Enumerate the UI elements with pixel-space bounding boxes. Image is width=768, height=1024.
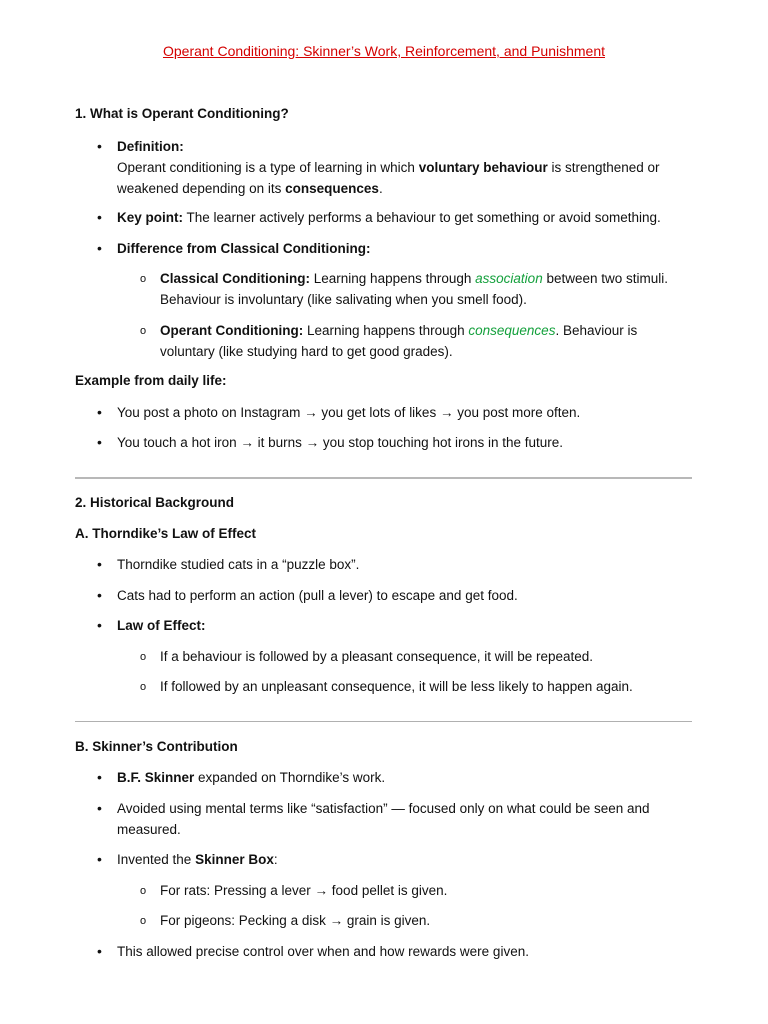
cats-action-text: Cats had to perform an action (pull a lever) to escape and get food.: [117, 588, 518, 603]
classical-text-cont: between two stimuli.: [542, 271, 669, 286]
definition-bold-2: consequences: [285, 181, 379, 196]
subsection-divider: [75, 721, 692, 722]
bullet-glyph: •: [97, 556, 102, 572]
unpleasant-text: If followed by an unpleasant consequence, it will be less likely to happen again.: [160, 679, 633, 694]
definition-bold: voluntary behaviour: [418, 160, 548, 175]
bullet-glyph: •: [97, 138, 102, 154]
consequences-term: consequences: [468, 323, 556, 338]
bullet-glyph: •: [97, 209, 102, 225]
association-term: association: [475, 271, 543, 286]
example-heading: Example from daily life:: [75, 373, 227, 388]
key-point-text: The learner actively performs a behaviour to get something or avoid something.: [183, 210, 661, 225]
sub-bullet-glyph: o: [140, 325, 147, 337]
bullet-glyph: •: [97, 851, 102, 867]
precise-control-text: This allowed precise control over when and how rewards were given.: [117, 944, 529, 959]
bullet-glyph: •: [97, 434, 102, 450]
sub-bullet-glyph: o: [140, 651, 147, 663]
difference-label: Difference from Classical Conditioning:: [117, 241, 371, 256]
skinner-name: B.F. Skinner: [117, 770, 195, 785]
bullet-glyph: •: [97, 769, 102, 785]
bullet-glyph: •: [97, 587, 102, 603]
bullet-glyph: •: [97, 617, 102, 633]
example-1-text: You post a photo on Instagram → you get lots of likes → you post more often.: [117, 405, 581, 420]
definition-text-cont: is strengthened or: [547, 160, 660, 175]
skinner-box-term: Skinner Box: [195, 852, 274, 867]
example-2-text: You touch a hot iron → it burns → you stop touching hot irons in the future.: [117, 435, 564, 450]
mental-terms-line1: Avoided using mental terms like “satisfaction” — focused only on what could be seen and: [117, 801, 650, 816]
definition-line2-end: .: [378, 181, 383, 196]
bullet-glyph: •: [97, 404, 102, 420]
definition-label: Definition:: [117, 139, 184, 154]
sub-bullet-glyph: o: [140, 681, 147, 693]
definition-text: Operant conditioning is a type of learning in which: [117, 160, 419, 175]
classical-text: Learning happens through: [310, 271, 476, 286]
mental-terms-line2: measured.: [117, 822, 181, 837]
skinner-box-text: Invented the: [117, 852, 196, 867]
pigeons-text: For pigeons: Pecking a disk → grain is given.: [160, 913, 431, 928]
sub-bullet-glyph: o: [140, 885, 147, 897]
classical-label: Classical Conditioning:: [160, 271, 311, 286]
pleasant-text: If a behaviour is followed by a pleasant consequence, it will be repeated.: [160, 649, 594, 664]
bullet-glyph: •: [97, 240, 102, 256]
bullet-glyph: •: [97, 943, 102, 959]
definition-line2: weakened depending on its: [117, 181, 286, 196]
document-title: Operant Conditioning: Skinner’s Work, Reinforcement, and Punishment: [162, 43, 605, 59]
operant-line2: voluntary (like studying hard to get good grades).: [160, 344, 453, 359]
sub-bullet-glyph: o: [140, 915, 147, 927]
classical-line2: Behaviour is involuntary (like salivating when you smell food).: [160, 292, 527, 307]
skinner-box-colon: :: [273, 852, 278, 867]
subsection-a-heading: A. Thorndike’s Law of Effect: [75, 526, 257, 541]
sub-bullet-glyph: o: [140, 273, 147, 285]
subsection-b-heading: B. Skinner’s Contribution: [75, 739, 238, 754]
operant-text-cont: . Behaviour is: [555, 323, 638, 338]
section-1-heading: 1. What is Operant Conditioning?: [75, 106, 289, 121]
operant-text: Learning happens through: [303, 323, 469, 338]
rats-text: For rats: Pressing a lever → food pellet is given.: [160, 883, 448, 898]
skinner-text: expanded on Thorndike’s work.: [194, 770, 386, 785]
section-2-heading: 2. Historical Background: [75, 495, 235, 510]
bullet-glyph: •: [97, 800, 102, 816]
key-point-label: Key point:: [117, 210, 183, 225]
operant-label: Operant Conditioning:: [160, 323, 304, 338]
section-divider: [75, 477, 692, 479]
puzzle-box-text: Thorndike studied cats in a “puzzle box”.: [117, 557, 360, 572]
law-of-effect-label: Law of Effect:: [117, 618, 206, 633]
